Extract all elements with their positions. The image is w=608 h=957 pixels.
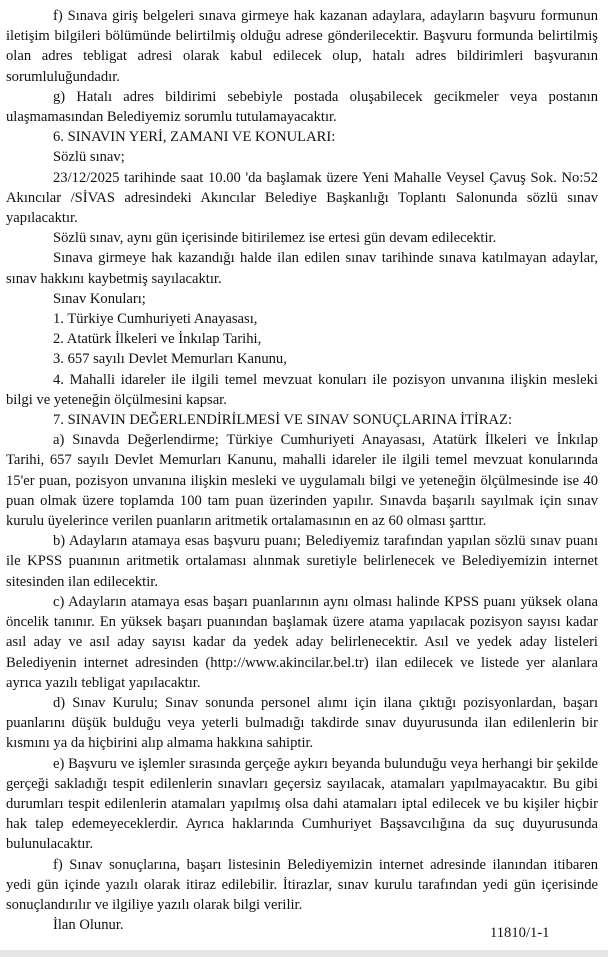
exam-topic-2: 2. Atatürk İlkeleri ve İnkılap Tarihi, (53, 331, 262, 348)
paragraph-g-address-errors: g) Hatalı adres bildirimi sebebiyle postada oluşabilecek gecikmeler veya postanın ulaşmamasından Belediyemiz sorumlu tutulamayacaktır. (6, 88, 598, 126)
paragraph-b-application-score: b) Adayların atamaya esas başvuru puanı; Belediyemiz tarafından yapılan sözlü sınav puanı ile KPSS puanının aritmetik ortalaması alınmak suretiyle belirlenecek ve Belediyemizin internet sitesinden ilan edilecektir. (6, 533, 598, 590)
section-heading-6: 6. SINAVIN YERİ, ZAMANI VE KONULARI: (53, 129, 336, 146)
paragraph-f-exam-entry-documents: f) Sınava giriş belgeleri sınava girmeye hak kazanan adaylara, adayların başvuru formunun iletişim bilgileri bölümünde belirtilmiş olduğu adrese gönderilecektir. Başvuru formunda belirtilmiş olan adres tebligat adresi olarak kabul edilecek olup, hatalı adres bildirimleri başvuranın sorumluluğundadır. (6, 8, 598, 85)
paragraph-a-evaluation: a) Sınavda Değerlendirme; Türkiye Cumhuriyeti Anayasası, Atatürk İlkeleri ve İnkılap Tarihi, 657 sayılı Devlet Memurları Kanunu, mahalli idareler ile ilgili temel mevzuat konularında 15'er puan, pozisyon unvanına ilişkin mesleki ve uygulamalı bilgi ve yeteneğin ölçülmesinde ise 40 puan olmak üzere toplamda 100 tam puan üzerinden yapılır. Sınavda başarılı sayılmak için sınav kurulu üyelerince verilen puanların aritmetik ortalamasının en az 60 olması şarttır. (6, 432, 598, 530)
paragraph-exam-topics-label: Sınav Konuları; (53, 290, 146, 307)
paragraph-absent-candidates: Sınava girmeye hak kazandığı halde ilan edilen sınav tarihinde sınava katılmayan adaylar, sınav hakkını kaybetmiş sayılacaktır. (6, 250, 598, 287)
page-bottom-edge (0, 950, 608, 957)
paragraph-c-tie-breaking: c) Adayların atamaya esas başarı puanlarının aynı olması halinde KPSS puanı yüksek olana öncelik tanınır. En yüksek başarı puanından başlamak üzere atama yapılacak pozisyon sayısı kadar asıl aday ve asıl aday sayısı kadar da yedek aday belirlenecektir. Asıl ve yedek aday listeleri Belediyenin internet adresinden (http://www.akincilar.bel.tr) ilan edilecek ve listede yer alanlara ayrıca yazılı tebligat yapılacaktır. (6, 593, 598, 691)
paragraph-exam-continuation: Sözlü sınav, aynı gün içerisinde bitirilemez ise ertesi gün devam edilecektir. (53, 230, 497, 247)
paragraph-d-exam-board: d) Sınav Kurulu; Sınav sonunda personel alımı için ilana çıktığı pozisyonlardan, başarı puanlarını düşük bulduğu veya yeterli bulmadığı takdirde sınav duyurusunda ilan edilenlerin bir kısmını ya da hiçbirini alıp almama hakkına sahiptir. (6, 694, 598, 752)
exam-topic-3: 3. 657 sayılı Devlet Memurları Kanunu, (53, 351, 287, 368)
section-heading-7: 7. SINAVIN DEĞERLENDİRİLMESİ VE SINAV SONUÇLARINA İTİRAZ: (53, 412, 513, 429)
announcement-closing: İlan Olunur. (53, 917, 124, 934)
paragraph-oral-exam-label: Sözlü sınav; (53, 149, 125, 166)
exam-topic-4: 4. Mahalli idareler ile ilgili temel mevzuat konuları ile pozisyon unvanına ilişkin mesleki bilgi ve yeteneğin ölçülmesini kapsar. (6, 371, 598, 408)
reference-number: 11810/1-1 (490, 925, 550, 941)
paragraph-e-false-declaration: e) Başvuru ve işlemler sırasında gerçeğe aykırı beyanda bulunduğu veya herhangi bir şekilde gerçeği sakladığı tespit edilenlerin sınavları geçersiz sayılacak, atamaları yapılmayacaktır. Bu gibi durumları tespit edilenlerin atamaları yapılmış olsa dahi atamaları iptal edilecek ve bu kişiler hiçbir hak talep edemeyeceklerdir. Ayrıca haklarında Cumhuriyet Başsavcılığına da suç duyurusunda bulunulacaktır. (6, 755, 598, 853)
document-body (6, 6, 598, 935)
paragraph-exam-date-location: 23/12/2025 tarihinde saat 10.00 'da başlamak üzere Yeni Mahalle Veysel Çavuş Sok. No:52 Akıncılar /SİVAS adresindeki Akıncılar Belediye Başkanlığı Toplantı Salonunda sözlü sınav yapılacaktır. (6, 169, 598, 227)
exam-topic-1: 1. Türkiye Cumhuriyeti Anayasası, (53, 311, 258, 328)
paragraph-f-objections: f) Sınav sonuçlarına, başarı listesinin Belediyemizin internet adresinde ilanından itibaren yedi gün içinde yazılı olarak itiraz edilebilir. İtirazlar, sınav kurulu tarafından yedi gün içerisinde sonuçlandırılır ve ilgiliye yazılı olarak bilgi verilir. (6, 856, 598, 913)
